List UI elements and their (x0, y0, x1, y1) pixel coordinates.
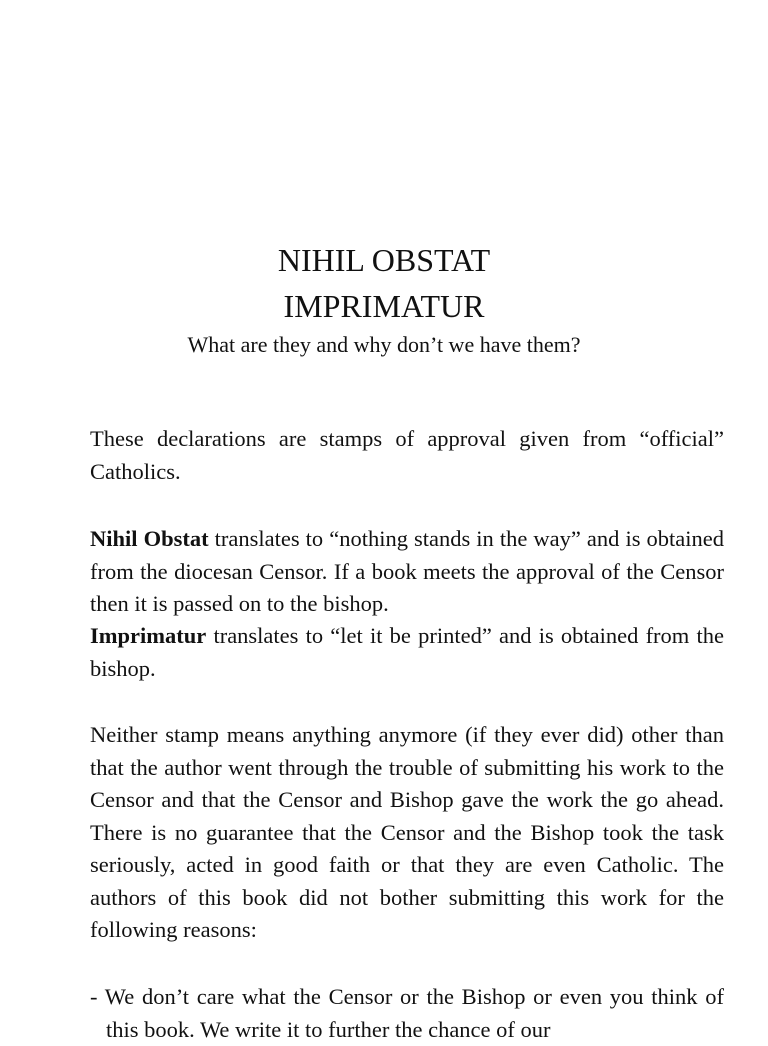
term-imprimatur: Imprimatur (90, 623, 207, 648)
list-item: - We don’t care what the Censor or the Bishop or even you think of this book. We write it to further the chance of our (90, 984, 724, 1042)
paragraph-imprimatur-text: translates to “let it be printed” and is obtained from the bishop. (90, 623, 724, 681)
paragraph-nihil-obstat-text: translates to “nothing stands in the way” and is obtained from the diocesan Censor. If a book meets the approval of the Censor then it is passed on to the bishop. (90, 526, 724, 616)
term-nihil-obstat: Nihil Obstat (90, 526, 209, 551)
paragraph-declarations: These declarations are stamps of approval given from “official” Catholics. (90, 426, 724, 484)
subtitle: What are they and why don’t we have them? (187, 332, 581, 357)
paragraph-imprimatur (90, 620, 724, 685)
title-imprimatur: IMPRIMATUR (283, 288, 485, 324)
paragraph-neither-stamp: Neither stamp means anything anymore (if they ever did) other than that the author went through the trouble of submitting his work to the Censor and that the Censor and Bishop gave the work the go ahead. There is no guarantee that the Censor and the Bishop took the task seriously, acted in good faith or that they are even Catholic. The authors of this book did not bother submitting this work for the following reasons: (90, 722, 724, 942)
paragraph-nihil-obstat (90, 523, 724, 621)
title-nihil-obstat: NIHIL OBSTAT (277, 242, 491, 278)
